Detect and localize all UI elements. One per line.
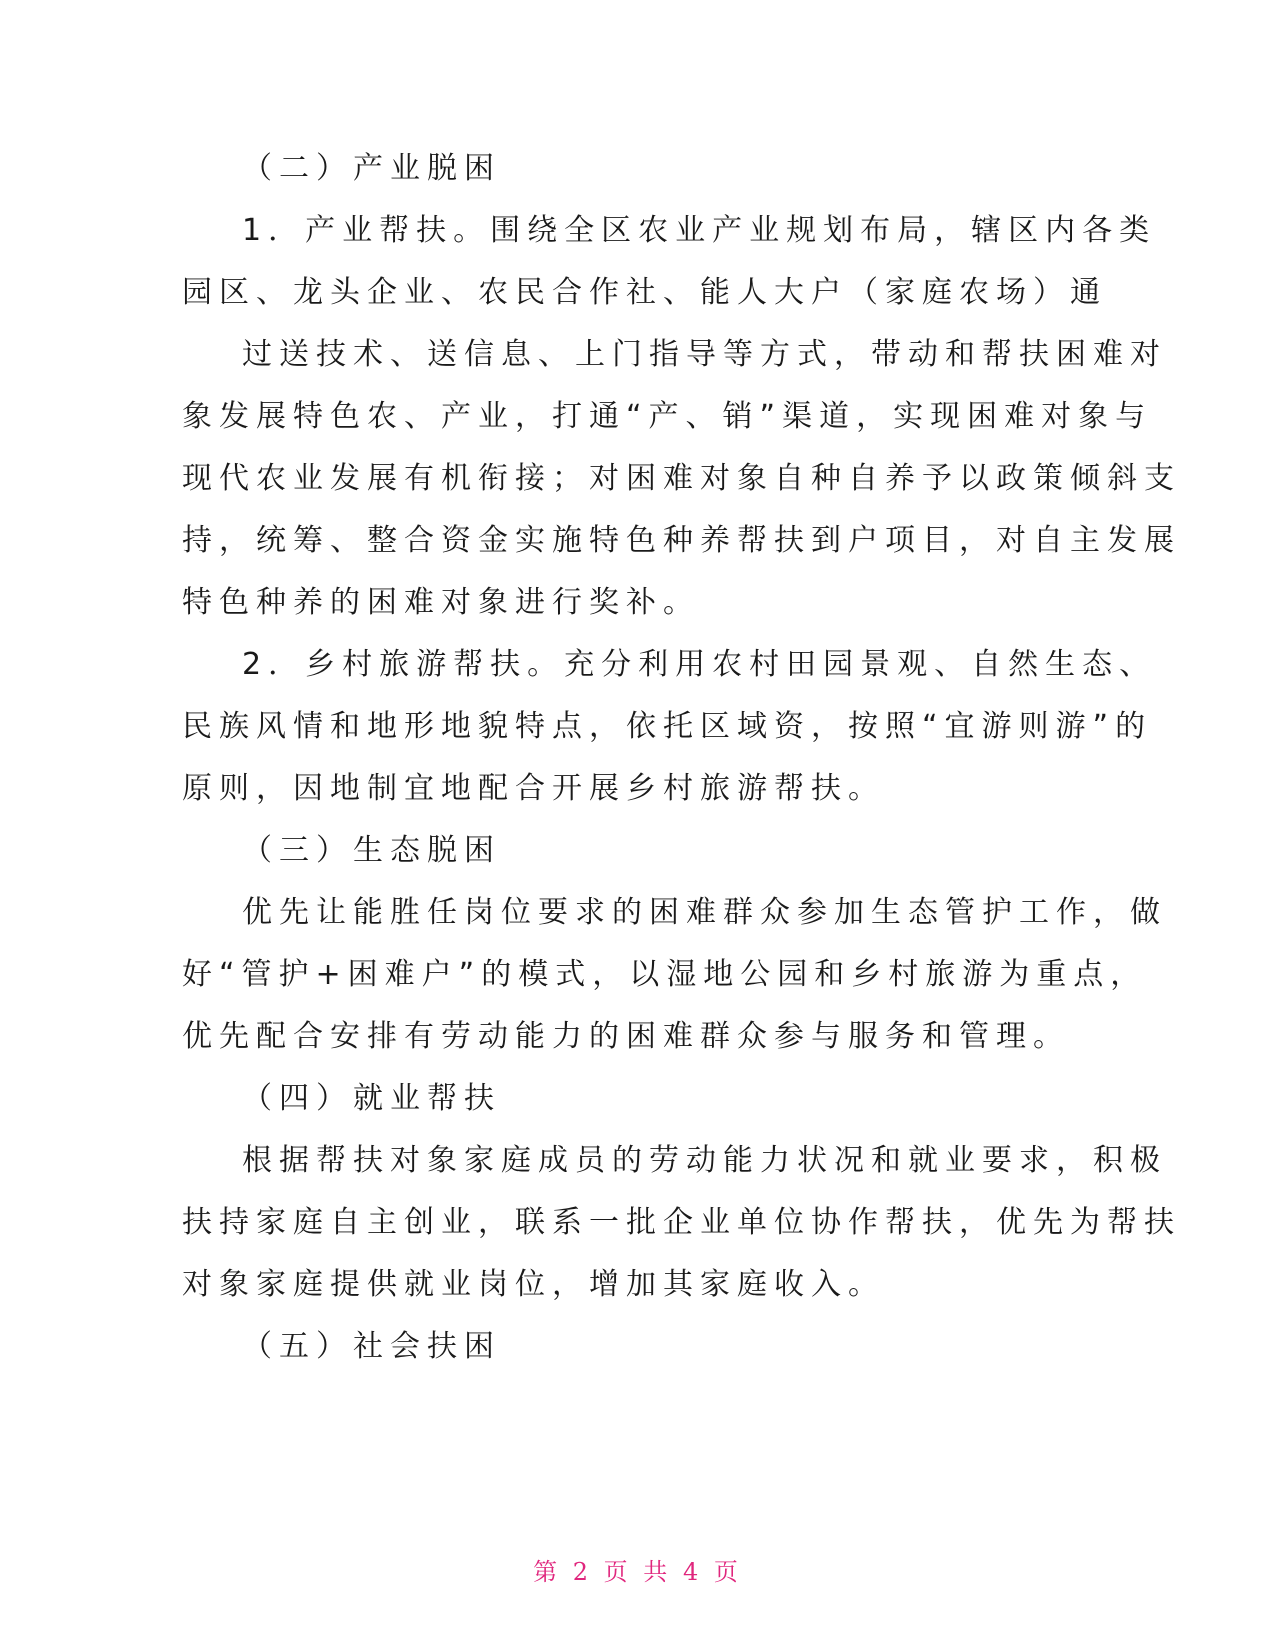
paragraph-line: 优先让能胜任岗位要求的困难群众参加生态管护工作，做 — [242, 895, 1167, 930]
heading-industry: （二）产业脱困 — [242, 151, 501, 186]
paragraph-line: 持，统筹、整合资金实施特色种养帮扶到户项目，对自主发展 — [182, 523, 1181, 558]
paragraph-line: 过送技术、送信息、上门指导等方式，带动和帮扶困难对 — [242, 337, 1167, 372]
heading-social: （五）社会扶困 — [242, 1329, 501, 1364]
document-body — [182, 138, 1181, 1378]
paragraph-line: 根据帮扶对象家庭成员的劳动能力状况和就业要求，积极 — [242, 1143, 1167, 1178]
paragraph-line: 扶持家庭自主创业，联系一批企业单位协作帮扶，优先为帮扶 — [182, 1205, 1181, 1240]
heading-employment: （四）就业帮扶 — [242, 1081, 501, 1116]
paragraph-line: 现代农业发展有机衔接；对困难对象自种自养予以政策倾斜支 — [182, 461, 1181, 496]
paragraph-line: 象发展特色农、产业，打通“产、销”渠道，实现困难对象与 — [182, 399, 1153, 434]
heading-ecology: （三）生态脱困 — [242, 833, 501, 868]
paragraph-line: 好“管护+困难户”的模式，以湿地公园和乡村旅游为重点， — [182, 957, 1148, 992]
paragraph-line: 2．乡村旅游帮扶。充分利用农村田园景观、自然生态、 — [242, 647, 1157, 682]
paragraph-line: 园区、龙头企业、农民合作社、能人大户（家庭农场）通 — [182, 275, 1107, 310]
paragraph-line: 1．产业帮扶。围绕全区农业产业规划布局，辖区内各类 — [242, 213, 1157, 248]
paragraph-line: 民族风情和地形地貌特点，依托区域资，按照“宜游则游”的 — [182, 709, 1153, 744]
paragraph-line: 优先配合安排有劳动能力的困难群众参与服务和管理。 — [182, 1019, 1070, 1054]
paragraph-line: 对象家庭提供就业岗位，增加其家庭收入。 — [182, 1267, 885, 1302]
page-number-footer: 第 2 页 共 4 页 — [533, 1558, 742, 1586]
paragraph-line: 原则，因地制宜地配合开展乡村旅游帮扶。 — [182, 771, 885, 806]
paragraph-line: 特色种养的困难对象进行奖补。 — [182, 585, 700, 620]
